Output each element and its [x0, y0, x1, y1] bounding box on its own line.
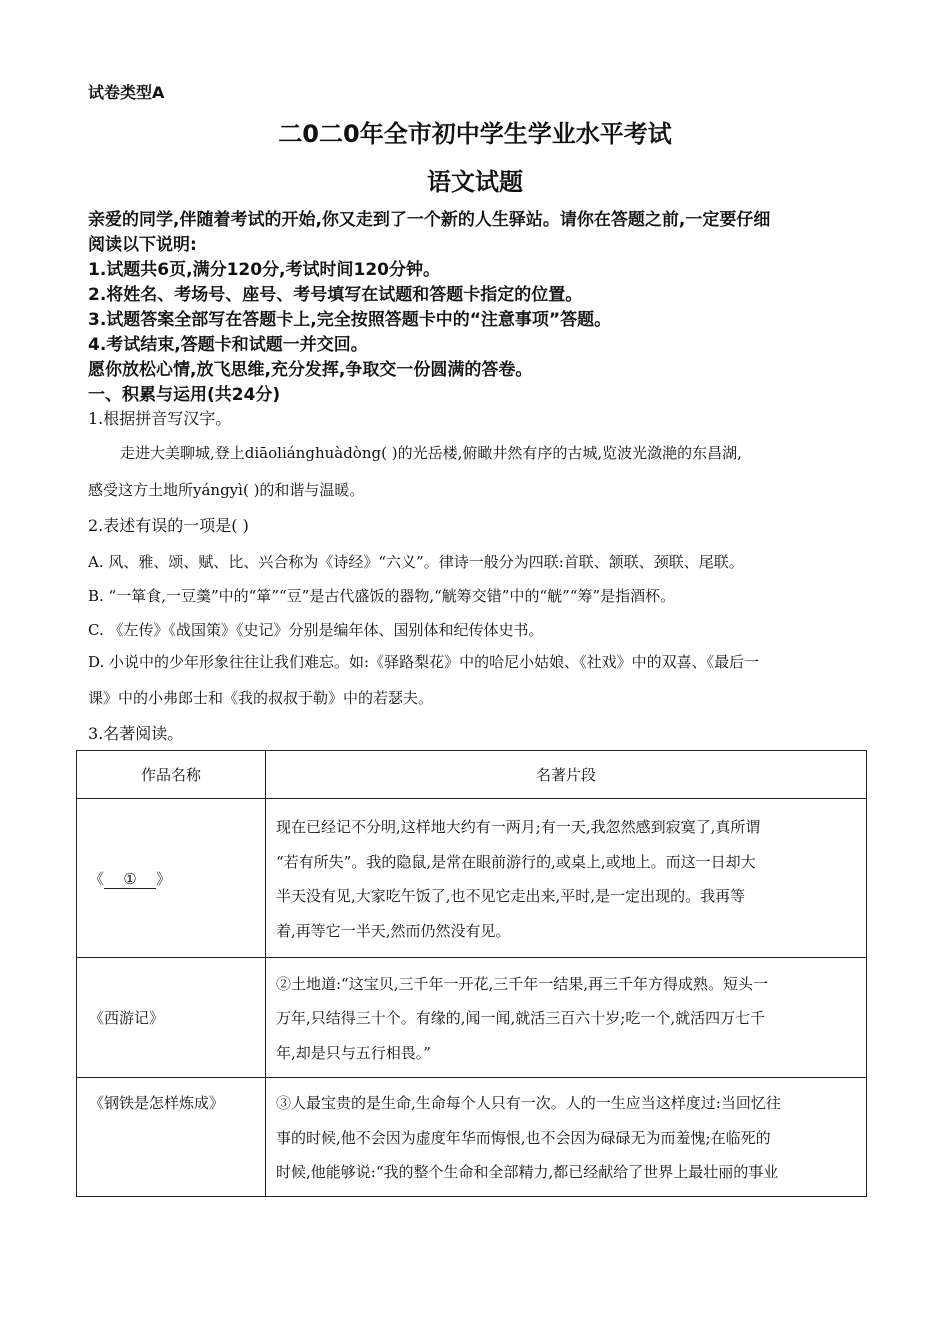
- question-3-title: 3.名著阅读。: [88, 724, 184, 743]
- excerpt-line: 年,却是只与五行相畏。”: [276, 1043, 431, 1062]
- work-title-cell: 《钢铁是怎样炼成》: [77, 1078, 266, 1197]
- section-heading: 一、积累与运用(共24分): [88, 385, 281, 405]
- exam-sub-title: 语文试题: [427, 168, 523, 196]
- excerpt-line: 时候,他能够说:“我的整个生命和全部精力,都已经献给了世界上最壮丽的事业: [276, 1163, 779, 1181]
- excerpt-line: 半天没有见,大家吃午饭了,也不见它走出来,平时,是一定出现的。我再等: [276, 887, 746, 905]
- excerpt-line: 事的时候,他不会因为虚度年华而悔恨,也不会因为碌碌无为而羞愧;在临死的: [276, 1128, 771, 1147]
- answer-blank-1: ①: [104, 870, 156, 889]
- excerpt-cell: [266, 958, 867, 1078]
- option-c: C. 《左传》《战国策》《史记》分别是编年体、国别体和纪传体史书。: [88, 621, 544, 639]
- instruction-item-3: 3.试题答案全部写在答题卡上,完全按照答题卡中的“注意事项”答题。: [88, 310, 612, 330]
- table-row: [77, 1078, 867, 1197]
- option-a: A. 风、雅、颂、赋、比、兴合称为《诗经》“六义”。律诗一般分为四联:首联、颔联、颈联、尾联。: [88, 553, 744, 571]
- excerpt-cell: [266, 799, 867, 958]
- title-bracket-left: 《: [89, 869, 105, 888]
- column-header-excerpt: 名著片段: [266, 751, 867, 799]
- question-1-title: 1.根据拼音写汉字。: [88, 409, 232, 428]
- option-b: B. “一箪食,一豆羹”中的“箪”“豆”是古代盛饭的器物,“觥筹交错”中的“觥”“筹”是指酒杯。: [88, 587, 676, 605]
- question-1-text-line: 走进大美聊城,登上diāoliánghuàdòng( )的光岳楼,俯瞰井然有序的古城,览波光潋滟的东昌湖,: [120, 444, 742, 462]
- excerpt-line: 万年,只结得三十个。有缘的,闻一闻,就活三百六十岁;吃一个,就活四万七千: [276, 1009, 766, 1028]
- excerpt-line: ②土地道:“这宝贝,三千年一开花,三千年一结果,再三千年方得成熟。短头一: [276, 974, 769, 993]
- option-d-continued: 课》中的小弗郎士和《我的叔叔于勒》中的若瑟夫。: [88, 689, 434, 707]
- title-bracket-right: 》: [156, 869, 172, 888]
- intro-line: 亲爱的同学,伴随着考试的开始,你又走到了一个新的人生驿站。请你在答题之前,一定要仔细: [88, 210, 771, 230]
- option-d: D. 小说中的少年形象往往让我们难忘。如:《驿路梨花》中的哈尼小姑娘、《社戏》中的双喜、《最后一: [88, 653, 760, 671]
- table-row: [77, 958, 867, 1078]
- excerpt-cell: [266, 1078, 867, 1197]
- intro-closing-line: 愿你放松心情,放飞思维,充分发挥,争取交一份圆满的答卷。: [88, 360, 533, 380]
- instruction-item-4: 4.考试结束,答题卡和试题一并交回。: [88, 335, 368, 355]
- table-row: [77, 799, 867, 958]
- question-2-title: 2.表述有误的一项是( ): [88, 516, 249, 535]
- excerpt-line: “若有所失”。我的隐鼠,是常在眼前游行的,或桌上,或地上。而这一日却大: [276, 852, 756, 871]
- exam-main-title: 二0二0年全市初中学生学业水平考试: [278, 120, 672, 148]
- excerpt-line: 着,再等它一半天,然而仍然没有见。: [276, 921, 511, 940]
- work-title-cell: 《西游记》: [77, 958, 266, 1078]
- table-header-row: [77, 751, 867, 799]
- excerpt-line: 现在已经记不分明,这样地大约有一两月;有一天,我忽然感到寂寞了,真所谓: [276, 818, 761, 836]
- classics-table: [76, 750, 867, 1197]
- intro-line: 阅读以下说明:: [88, 235, 197, 255]
- excerpt-line: ③人最宝贵的是生命,生命每个人只有一次。人的一生应当这样度过:当回忆往: [276, 1094, 781, 1112]
- column-header-work: 作品名称: [77, 751, 266, 799]
- work-title-cell: [77, 799, 266, 958]
- instruction-item-1: 1.试题共6页,满分120分,考试时间120分钟。: [88, 260, 441, 280]
- instruction-item-2: 2.将姓名、考场号、座号、考号填写在试题和答题卡指定的位置。: [88, 285, 583, 305]
- paper-type-label: 试卷类型A: [88, 83, 165, 102]
- question-1-text-line: 感受这方土地所yángyì( )的和谐与温暖。: [88, 481, 365, 499]
